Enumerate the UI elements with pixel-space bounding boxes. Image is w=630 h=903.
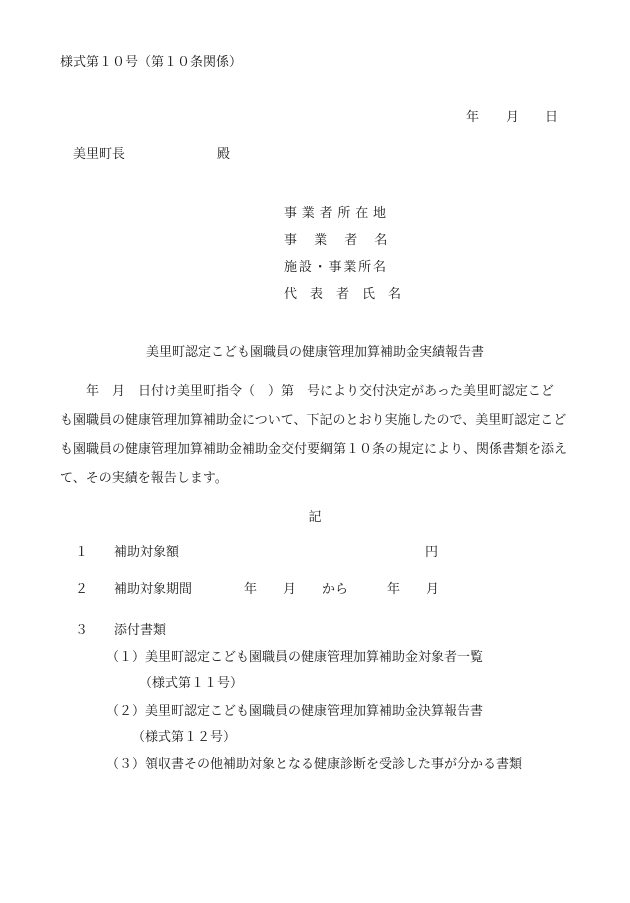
item3-number: ３ (75, 623, 89, 638)
date-year: 年 (466, 110, 480, 125)
item3-label: 添付書類 (114, 623, 167, 638)
body-line: て、その実績を報告します。 (60, 471, 228, 486)
addressee-name: 美里町長 (73, 147, 126, 162)
body-line: も園職員の健康管理加算補助金について、下記のとおり実施したので、美里町認定こど (60, 413, 567, 428)
item2-year-to: 年 (387, 582, 401, 597)
addressee-suffix: 殿 (217, 147, 231, 162)
attachment-3: （３）領収書その他補助対象となる健康診断を受診した事が分かる書類 (106, 757, 523, 772)
item2-number: ２ (75, 582, 89, 597)
item2-label: 補助対象期間 (114, 582, 193, 597)
applicant-address-label: 事 業 者 所 在 地 (284, 206, 386, 221)
applicant-business-name-label: 事 業 者 名 (284, 233, 388, 248)
body-line: も園職員の健康管理加算補助金補助金交付要綱第１０条の規定により、関係書類を添え (60, 442, 568, 457)
item1-number: １ (75, 545, 89, 560)
item2-year-from: 年 (244, 582, 258, 597)
date-day: 日 (545, 110, 559, 125)
attachment-1: （１）美里町認定こども園職員の健康管理加算補助金対象者一覧 (106, 650, 484, 665)
attachment-1-form: （様式第１１号） (139, 676, 244, 691)
item2-month-from: 月 (283, 582, 297, 597)
ki-heading: 記 (308, 510, 322, 525)
body-line: 年 月 日付け美里町指令（ ）第 号により交付決定があった美里町認定こど (60, 384, 554, 399)
body-paragraph (60, 377, 578, 493)
date-month: 月 (506, 110, 520, 125)
form-number-label: 様式第１０号（第１０条関係） (60, 55, 243, 70)
applicant-representative-label: 代 表 者 氏 名 (284, 287, 402, 302)
applicant-facility-label: 施設・事業所名 (284, 260, 386, 275)
item1-unit: 円 (425, 545, 439, 560)
item2-month-to: 月 (426, 582, 440, 597)
attachment-2-form: （様式第１２号） (132, 730, 237, 745)
attachment-2: （２）美里町認定こども園職員の健康管理加算補助金決算報告書 (106, 704, 484, 719)
item2-from: から (322, 582, 349, 597)
item1-label: 補助対象額 (114, 545, 180, 560)
document-title: 美里町認定こども園職員の健康管理加算補助金実績報告書 (145, 345, 484, 360)
